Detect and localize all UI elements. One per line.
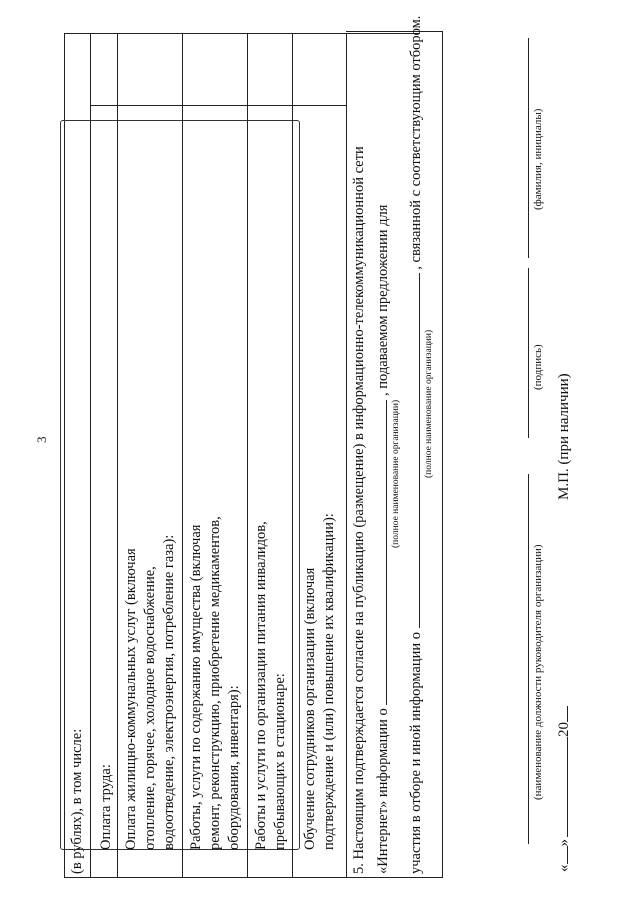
consent-line-1: 5. Настоящим подтверждается согласие на публикацию (размещение) в информационно-телекоммуникационной сети [351, 146, 367, 874]
table-row [248, 33, 293, 878]
row-label-utilities-3: водоотведение, электроэнергия, потребление газа): [161, 534, 177, 850]
table-row [118, 33, 183, 878]
position-line [528, 474, 529, 844]
consent-line-3 [405, 16, 425, 874]
organization-name-blank-2 [405, 273, 420, 628]
row-label-catering-1: Работы и услуги по организации питания инвалидов, [253, 521, 269, 850]
signature-block [458, 33, 640, 878]
consent-line-3-end: , связанной с соответствующим отбором. [408, 15, 424, 270]
row-label-property-2: ремонт, реконструкцию, приобретение медикаментов, [207, 516, 223, 850]
table-row [183, 33, 248, 878]
signature-caption: (подпись) [532, 344, 544, 390]
row-label-catering-2: пребывающих в стационаре: [272, 673, 288, 850]
organization-name-blank-1 [372, 400, 387, 705]
row-label-labor: Оплата труда: [98, 764, 114, 850]
row-label-property-1: Работы, услуги по содержанию имущества (включая [188, 524, 204, 850]
consent-line-3-start: участия в отборе и иной информации о [408, 631, 424, 874]
row-label-property-3: оборудования, инвентаря): [226, 685, 242, 850]
consent-line-2-start: «Интернет» информации о [375, 708, 391, 874]
name-caption: (фамилия, инициалы) [532, 108, 544, 210]
signature-line [528, 268, 529, 438]
caption-org-name-1: (полное наименование организации) [391, 399, 401, 548]
date-field [556, 706, 573, 872]
caption-org-name-2: (полное наименование организации) [424, 329, 434, 478]
stamp-label: М.П. (при наличии) [556, 373, 572, 500]
row-label-utilities-2: отопление, горячее, холодное водоснабжение, [142, 566, 158, 850]
consent-section [351, 15, 443, 878]
consent-line-2-end: , подаваемом предложении для [375, 204, 391, 396]
page-number: 3 [34, 436, 49, 443]
row-label-training-1: Обучение сотрудников организации (включая [302, 567, 318, 850]
date-close-quote: » [556, 839, 572, 847]
row-label-training-2: подтверждение и (или) повышение их квалификации): [321, 513, 337, 850]
position-caption: (наименование должности руководителя организации) [532, 544, 544, 800]
name-line [528, 38, 529, 258]
date-year: 20 [556, 722, 572, 737]
table-header-text: (в рублях), в том числе: [69, 728, 85, 874]
consent-line-2 [372, 205, 392, 874]
row-label-utilities-1: Оплата жилищно-коммунальных услуг (включая [123, 548, 139, 850]
date-open-quote: « [556, 864, 572, 872]
table-row [91, 33, 118, 878]
table-row [293, 33, 347, 878]
rotated-document-body [58, 15, 640, 878]
